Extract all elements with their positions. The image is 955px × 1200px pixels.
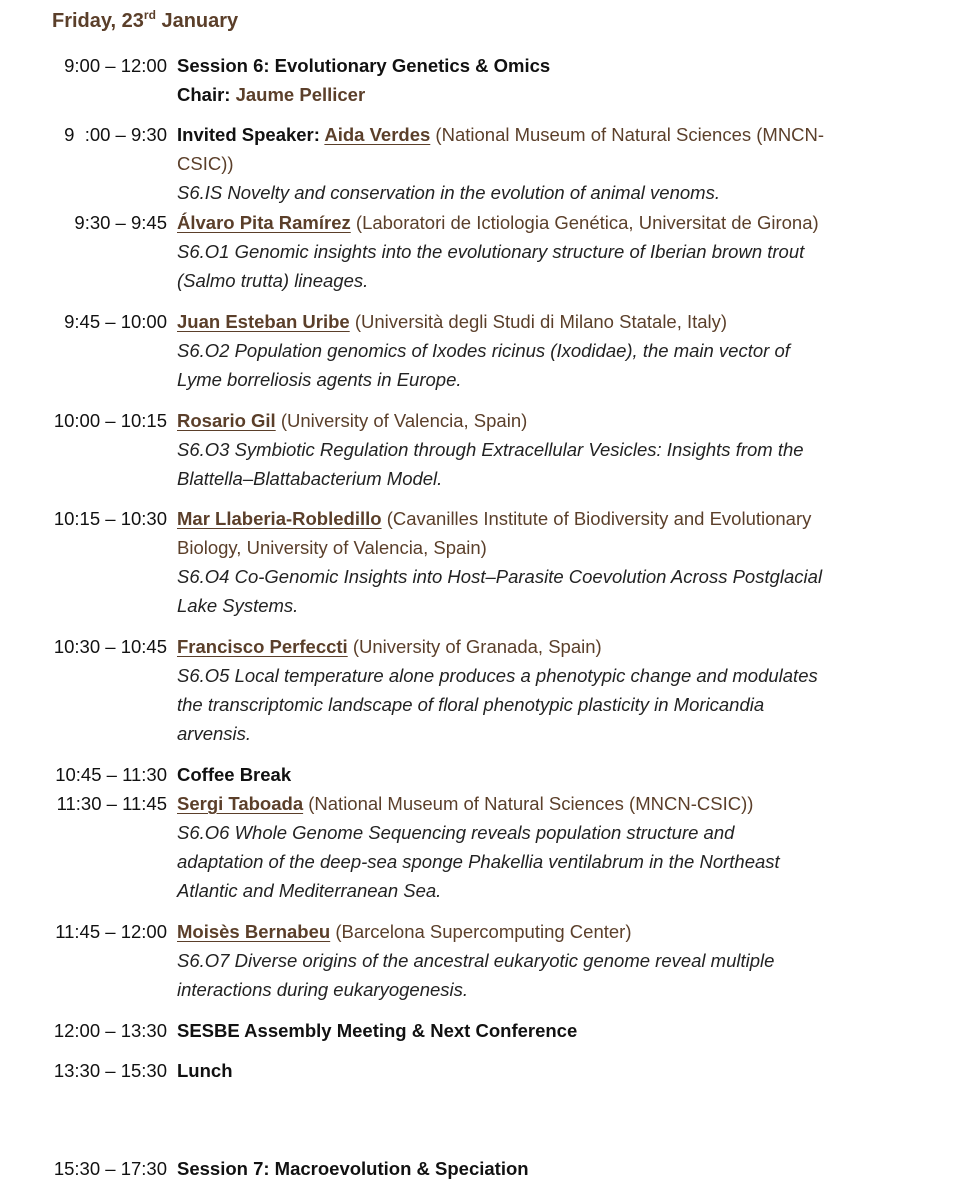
day-heading-ordinal: rd: [143, 8, 156, 22]
invited-speaker-label: Invited Speaker:: [177, 124, 325, 145]
speaker-affiliation: (Cavanilles Institute of Biodiversity and Evolutionary: [381, 508, 812, 529]
talk-time: 10:30 – 10:45: [53, 636, 167, 657]
speaker-name-link[interactable]: Sergi Taboada: [177, 793, 304, 814]
speaker-affiliation: (Università degli Studi di Milano Statale, Italy): [349, 311, 728, 332]
chair-name: Jaume Pellicer: [235, 84, 366, 105]
speaker-affiliation: (University of Valencia, Spain): [275, 410, 528, 431]
speaker-affiliation: CSIC)): [177, 153, 234, 174]
talk-title: S6.O2 Population genomics of Ixodes ricinus (Ixodidae), the main vector of: [177, 340, 790, 361]
talk-title: S6.O4 Co-Genomic Insights into Host–Parasite Coevolution Across Postglacial: [177, 566, 823, 587]
speaker-affiliation: (National Museum of Natural Sciences (MNCN-CSIC)): [303, 793, 754, 814]
event-label: Coffee Break: [177, 764, 292, 785]
talk-title: adaptation of the deep-sea sponge Phakellia ventilabrum in the Northeast: [177, 851, 780, 872]
talk-title: Lyme borreliosis agents in Europe.: [177, 369, 462, 390]
speaker-affiliation: (National Museum of Natural Sciences (MNCN-: [430, 124, 825, 145]
event-label: Lunch: [177, 1060, 233, 1081]
session-time: 9:00 – 12:00: [64, 55, 167, 76]
talk-time: 9:45 – 10:00: [64, 311, 167, 332]
talk-time: 9:30 – 9:45: [74, 212, 167, 233]
speaker-name-link[interactable]: Aida Verdes: [324, 124, 431, 145]
talk-time: 9 :00 – 9:30: [64, 124, 167, 145]
talk-title: arvensis.: [177, 723, 252, 744]
speaker-affiliation: (University of Granada, Spain): [347, 636, 602, 657]
speaker-affiliation: (Barcelona Supercomputing Center): [330, 921, 632, 942]
day-heading-date: Friday, 23: [52, 10, 144, 32]
session-chair: Chair: Jaume Pellicer: [177, 84, 366, 105]
speaker-name-link[interactable]: Juan Esteban Uribe: [177, 311, 350, 332]
talk-title: S6.IS Novelty and conservation in the evolution of animal venoms.: [177, 182, 720, 203]
talk-title: S6.O3 Symbiotic Regulation through Extracellular Vesicles: Insights from the: [177, 439, 804, 460]
talk-time: 11:30 – 11:45: [56, 793, 167, 814]
day-heading: [52, 10, 238, 33]
speaker-affiliation: (Laboratori de Ictiologia Genética, Universitat de Girona): [350, 212, 819, 233]
speaker-name-link[interactable]: Moisès Bernabeu: [177, 921, 331, 942]
event-time: 10:45 – 11:30: [55, 764, 167, 785]
talk-title: S6.O5 Local temperature alone produces a phenotypic change and modulates: [177, 665, 818, 686]
session-time: 15:30 – 17:30: [53, 1158, 167, 1179]
event-label: SESBE Assembly Meeting & Next Conference: [177, 1020, 578, 1041]
speaker-name-link[interactable]: Álvaro Pita Ramírez: [177, 212, 351, 233]
talk-title: S6.O1 Genomic insights into the evolutionary structure of Iberian brown trout: [177, 241, 805, 262]
talk-title: S6.O7 Diverse origins of the ancestral eukaryotic genome reveal multiple: [177, 950, 775, 971]
talk-title: the transcriptomic landscape of floral phenotypic plasticity in Moricandia: [177, 694, 765, 715]
speaker-name-link[interactable]: Francisco Perfeccti: [177, 636, 348, 657]
talk-title: Blattella–Blattabacterium Model.: [177, 468, 443, 489]
event-time: 13:30 – 15:30: [53, 1060, 167, 1081]
talk-title: Atlantic and Mediterranean Sea.: [177, 880, 442, 901]
day-heading-month: January: [155, 10, 239, 32]
event-time: 12:00 – 13:30: [53, 1020, 167, 1041]
talk-time: 10:00 – 10:15: [53, 410, 167, 431]
talk-title: Lake Systems.: [177, 595, 299, 616]
talk-time: 10:15 – 10:30: [53, 508, 167, 529]
talk-time: 11:45 – 12:00: [55, 921, 167, 942]
speaker-name-link[interactable]: Mar Llaberia-Robledillo: [177, 508, 382, 529]
session-title: Session 7: Macroevolution & Speciation: [177, 1158, 529, 1179]
talk-title: S6.O6 Whole Genome Sequencing reveals population structure and: [177, 822, 735, 843]
speaker-name-link[interactable]: Rosario Gil: [177, 410, 276, 431]
speaker-affiliation: Biology, University of Valencia, Spain): [177, 537, 487, 558]
session-title: Session 6: Evolutionary Genetics & Omics: [177, 55, 551, 76]
talk-title: interactions during eukaryogenesis.: [177, 979, 469, 1000]
talk-title: (Salmo trutta) lineages.: [177, 270, 369, 291]
